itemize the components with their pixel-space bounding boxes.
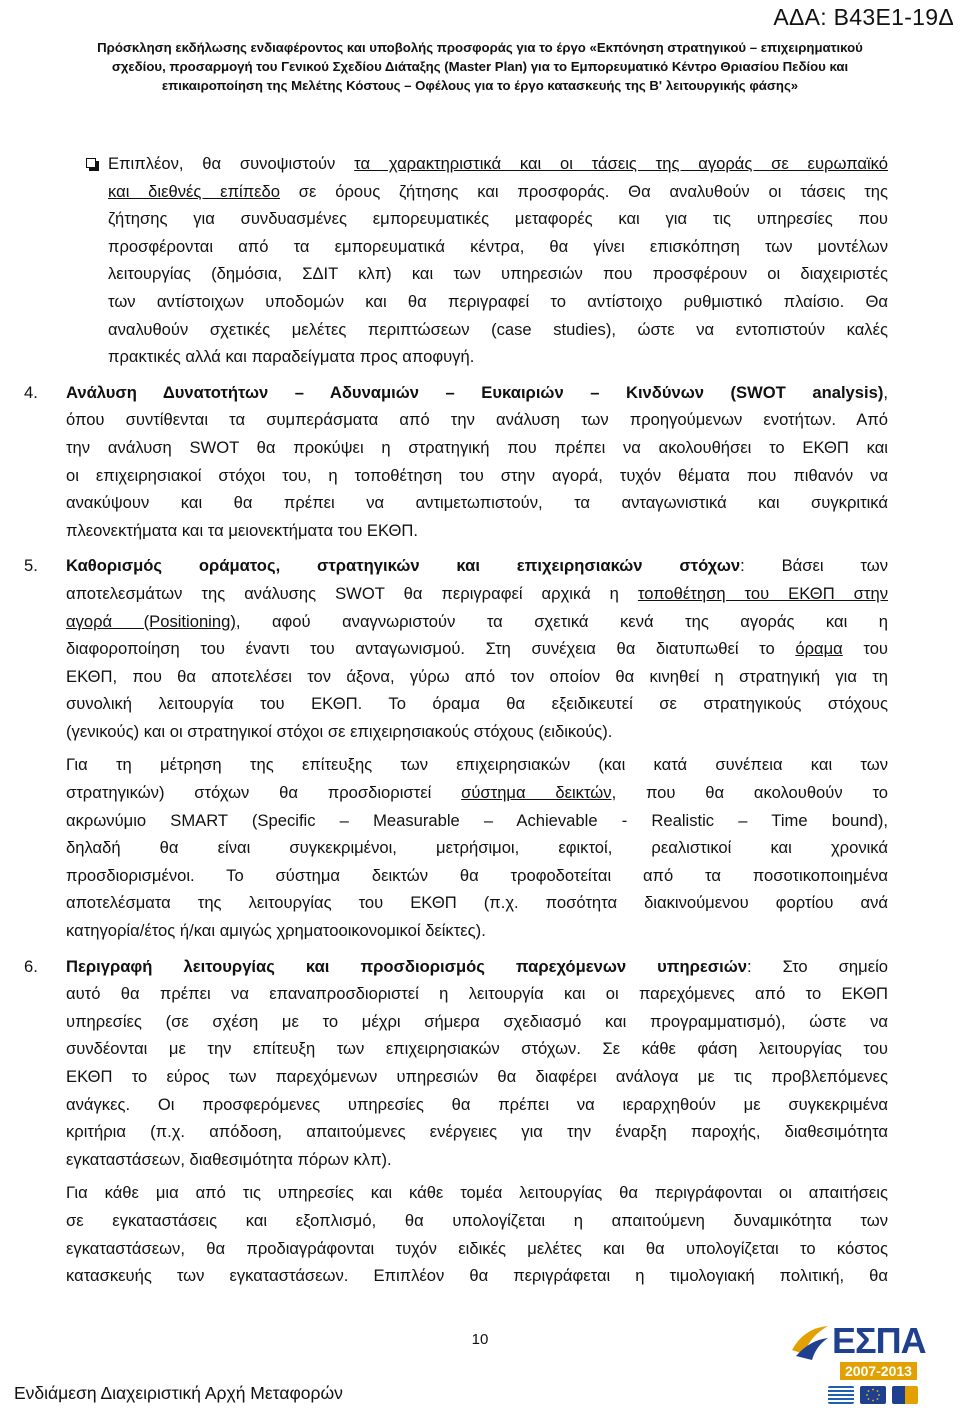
list-item-6 <box>0 953 960 1174</box>
header-line: Πρόσκληση εκδήλωσης ενδιαφέροντος και υποβολής προσφοράς για το έργο «Εκπόνηση στρατηγικού – επιχειρηματικού <box>97 40 863 55</box>
section-title: Καθορισμός οράματος, στρατηγικών και επιχειρησιακών στόχων <box>66 556 741 576</box>
text-line: διαφοροποίηση του έναντι του ανταγωνισμού. Στη συνέχεια θα διατυπωθεί το όραμα του <box>66 639 888 659</box>
text-line: όπου συντίθενται τα συμπεράσματα από την ανάλυση των προηγούμενων ενοτήτων. Από <box>66 410 888 430</box>
text-line: κριτήρια (π.χ. απόδοση, απαιτούμενες ενέργειες για την έναρξη παροχής, διαθεσιμότητα <box>66 1122 888 1142</box>
text-line: εγκαταστάσεων, θα προδιαγράφονται τυχόν ειδικές μελέτες και θα υπολογίζεται το κόστος <box>66 1238 888 1258</box>
text-line: στρατηγικών) στόχων θα προσδιοριστεί σύστημα δεικτών, που θα ακολουθούν το <box>66 783 889 803</box>
text-line: υπηρεσίες (σε σχέση με το μέχρι σήμερα σχεδιασμό και προγραμματισμό), ώστε να <box>66 1011 888 1031</box>
ada-code: ΑΔΑ: Β43Ε1-19Δ <box>773 4 954 30</box>
header-line: επικαιροποίηση της Μελέτης Κόστους – Οφέλους για το έργο κατασκευής της Β' λειτουργικής φάσης» <box>161 78 799 93</box>
text-line: των αντίστοιχων υποδομών και θα περιγραφεί το αντίστοιχο ρυθμιστικό πλαίσιο. Θα <box>108 291 888 311</box>
eu-stars-icon <box>860 1386 886 1404</box>
text-line: σε εγκαταστάσεις και εξοπλισμό, θα υπολογίζεται η απαιτούμενη δυναμικότητα των <box>66 1210 888 1230</box>
text-line: ανακύψουν και θα πρέπει να αντιμετωπιστούν, τα ανταγωνιστικά και συγκριτικά <box>66 493 888 513</box>
text-line: ακρωνύμιο SMART (Specific – Measurable – Achievable - Realistic – Time bound), <box>66 810 888 830</box>
item-5-paragraph-2 <box>0 751 960 944</box>
text-line: και διεθνές επίπεδο σε όρους ζήτησης και προσφοράς. Θα αναλυθούν οι τάσεις της <box>108 181 888 201</box>
text-line: Ανάλυση Δυνατοτήτων – Αδυναμιών – Ευκαιριών – Κινδύνων (SWOT analysis), <box>66 382 888 402</box>
text-line: ανάγκες. Οι προσφερόμενες υπηρεσίες θα πρέπει να ιεραρχηθούν με συγκεκριμένα <box>66 1094 888 1114</box>
text-line: Για κάθε μια από τις υπηρεσίες και κάθε τομέα λειτουργίας θα περιγράφονται οι απαιτήσεις <box>66 1183 888 1203</box>
espa-years-badge: 2007-2013 <box>840 1362 917 1380</box>
document-header <box>0 38 960 95</box>
text-line: αγορά (Positioning), αφού αναγνωριστούν τα σχετικά κενά της αγοράς και η <box>66 611 888 631</box>
header-line: σχεδίου, προσαρμογή του Γενικού Σχεδίου Διάταξης (Master Plan) για το Εμπορευματικό Κέντρο Θριασίου Πεδίου και <box>111 59 849 74</box>
text-line: αποτελέσματα της λειτουργίας του ΕΚΘΠ (π.χ. ποσότητα διακινούμενου φορτίου ανά <box>66 893 888 913</box>
text-line: αποτελεσμάτων της ανάλυσης SWOT θα περιγραφεί αρχικά η τοποθέτηση του ΕΚΘΠ στην <box>66 583 888 603</box>
text-line: αναλυθούν σχετικές μελέτες περιπτώσεων (case studies), ώστε να εντοπιστούν καλές <box>108 319 888 339</box>
checkbox-bullet-icon <box>86 158 96 168</box>
greek-flag-icon <box>828 1386 854 1404</box>
text-line: εγκαταστάσεων, διαθεσιμότητα πόρων κλπ). <box>66 1149 392 1169</box>
list-item-4 <box>0 379 960 545</box>
section-title: Ανάλυση Δυνατοτήτων – Αδυναμιών – Ευκαιριών – Κινδύνων (SWOT analysis) <box>66 382 884 402</box>
text-line: Καθορισμός οράματος, στρατηγικών και επιχειρησιακών στόχων: Βάσει των <box>66 556 888 576</box>
text-line: Για τη μέτρηση της επίτευξης των επιχειρησιακών (και κατά συνέπεια και των <box>66 755 888 775</box>
text-line: αυτό θα πρέπει να επαναπροσδιοριστεί η λειτουργία και οι παρεχόμενες από το ΕΚΘΠ <box>66 984 888 1004</box>
list-number: 4. <box>24 382 38 402</box>
text-line: (γενικούς) και οι στρατηγικοί στόχοι σε επιχειρησιακούς στόχους (ειδικούς). <box>66 721 613 741</box>
text-line: ΕΚΘΠ, που θα αποτελέσει τον άξονα, γύρω από τον οποίον θα κινηθεί η στρατηγική για τη <box>66 666 888 686</box>
list-number: 5. <box>24 556 38 576</box>
footer-authority: Ενδιάμεση Διαχειριστική Αρχή Μεταφορών <box>14 1383 343 1403</box>
list-number: 6. <box>24 956 38 976</box>
text-line: την ανάλυση SWOT θα προκύψει η στρατηγική που πρέπει να ακολουθήσει το ΕΚΘΠ και <box>66 437 888 457</box>
text-line: προσφέρονται από τα εμπορευματικά κέντρα, θα γίνει επισκόπηση των μοντέλων <box>108 236 888 256</box>
text-line: ΕΚΘΠ το εύρος των παρεχόμενων υπηρεσιών θα διαφέρει ανάλογα με τις προβλεπόμενες <box>66 1067 888 1086</box>
text-line: ζήτησης για συνδυασμένες εμπορευματικές μεταφορές και για τις υπηρεσίες που <box>108 209 888 229</box>
program-emblem-icon <box>892 1386 918 1404</box>
text-line: πλεονεκτήματα και τα μειονεκτήματα του ΕΚΘΠ. <box>66 520 419 540</box>
text-line: οι επιχειρησιακοί στόχοι του, η τοποθέτηση του στην αγορά, τυχόν θέματα που πιθανόν να <box>66 465 888 485</box>
document-body <box>0 150 960 1290</box>
espa-logo-text: ΕΣΠΑ <box>832 1320 926 1361</box>
text-line: προσδιορισμένοι. Το σύστημα δεικτών θα τροφοδοτείται από τα ποσοτικοποιημένα <box>66 865 888 885</box>
page-number: 10 <box>471 1331 489 1348</box>
text-line: πρακτικές αλλά και παραδείγματα προς αποφυγή. <box>108 347 475 367</box>
text-line: κατασκευής των εγκαταστάσεων. Επιπλέον θα περιγράφεται η τιμολογιακή πολιτική, θα <box>66 1266 888 1286</box>
text-line: Επιπλέον, θα συνοψιστούν τα χαρακτηριστικά και οι τάσεις της αγοράς σε ευρωπαϊκό <box>108 154 889 173</box>
list-item-5 <box>0 552 960 745</box>
text-line: κατηγορία/έτος ή/και αμιγώς χρηματοοικονομικοί δείκτες). <box>66 921 486 941</box>
text-line: συνολική λειτουργία του ΕΚΘΠ. Το όραμα θα εξειδικευτεί σε στρατηγικούς στόχους <box>66 694 888 714</box>
text-line: λειτουργίας (δημόσια, ΣΔΙΤ κλπ) και των υπηρεσιών που προσφέρουν οι διαχειριστές <box>108 264 888 284</box>
section-title: Περιγραφή λειτουργίας και προσδιορισμός παρεχόμενων υπηρεσιών <box>66 956 747 976</box>
bullet-paragraph <box>0 150 960 371</box>
espa-logo <box>788 1316 938 1406</box>
espa-emblem-icon <box>788 1320 832 1364</box>
text-line: δηλαδή θα είναι συγκεκριμένοι, μετρήσιμοι, εφικτοί, ρεαλιστικοί και χρονικά <box>66 838 888 858</box>
item-6-paragraph-2 <box>0 1179 960 1289</box>
text-line: Περιγραφή λειτουργίας και προσδιορισμός παρεχόμενων υπηρεσιών: Στο σημείο <box>66 956 889 976</box>
eu-flag-icon <box>860 1386 886 1404</box>
text-line: συνδέονται με την επίτευξη των επιχειρησιακών στόχων. Σε κάθε φάση λειτουργίας του <box>66 1039 888 1059</box>
